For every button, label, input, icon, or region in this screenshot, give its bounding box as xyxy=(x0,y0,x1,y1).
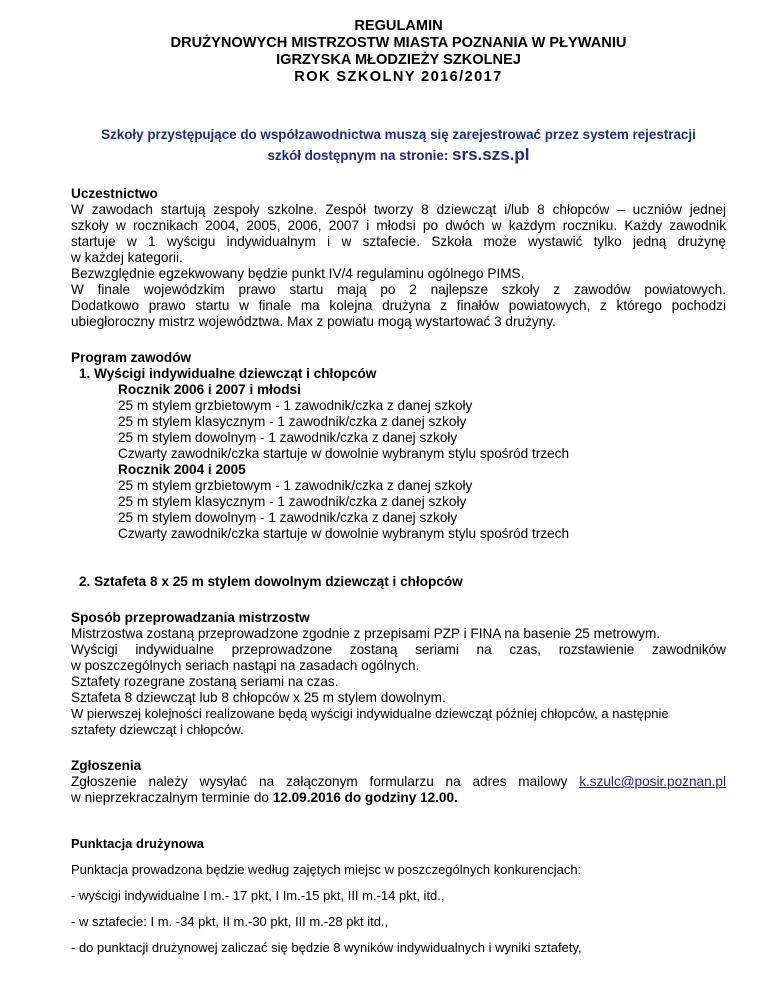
notice-line-2-text: szkół dostępnym na stronie: xyxy=(267,148,453,163)
group-1-line-3: 25 m stylem dowolnym - 1 zawodnik/czka z danej szkoły xyxy=(118,430,458,445)
uczestnictwo-heading: Uczestnictwo xyxy=(71,186,158,201)
punktacja-line-4: - do punktacji drużynowej zaliczać się będzie 8 wyników indywidualnych i wyniki sztafety, xyxy=(71,940,582,955)
notice-line-2 xyxy=(71,145,726,166)
program-heading: Program zawodów xyxy=(71,350,192,365)
zgloszenia-deadline-prefix: w nieprzekraczalnym terminie do xyxy=(71,790,273,805)
sposob-line-4: Sztafety rozegrane zostaną seriami na czas. xyxy=(71,674,339,689)
title-line-2: DRUŻYNOWYCH MISTRZOSTW MIASTA POZNANIA W PŁYWANIU xyxy=(170,35,627,51)
uczestnictwo-line-4: w każdej kategorii. xyxy=(71,250,183,265)
group-2-line-2: 25 m stylem klasycznym - 1 zawodnik/czka z danej szkoły xyxy=(118,494,467,509)
group-2-line-1: 25 m stylem grzbietowym - 1 zawodnik/czka z danej szkoły xyxy=(118,478,473,493)
sposob-heading: Sposób przeprowadzania mistrzostw xyxy=(71,610,310,625)
section-uczestnictwo xyxy=(71,186,726,330)
group-2-title: Rocznik 2004 i 2005 xyxy=(118,462,246,477)
group-1-line-1: 25 m stylem grzbietowym - 1 zawodnik/czka z danej szkoły xyxy=(118,398,473,413)
uczestnictwo-line-8: ubiegłoroczny mistrz województwa. Max z powiatu mogą wystartować 3 drużyny. xyxy=(71,314,556,329)
sposob-line-7: sztafety dziewcząt i chłopców. xyxy=(71,722,244,737)
title-line-4: ROK SZKOLNY 2016/2017 xyxy=(294,69,503,85)
uczestnictwo-line-1: W zawodach startują zespoły szkolne. Zespół tworzy 8 dziewcząt i/lub 8 chłopców – uczniów jednej xyxy=(71,202,726,217)
zgloszenia-heading: Zgłoszenia xyxy=(71,758,142,773)
document-title xyxy=(71,18,726,86)
uczestnictwo-line-7: Dodatkowo prawo startu w finale ma kolejna drużyna z finałów powiatowych, z którego pochodzi xyxy=(71,298,726,313)
title-line-3: IGRZYSKA MŁODZIEŻY SZKOLNEJ xyxy=(276,52,521,68)
punktacja-line-2: - wyścigi indywidualne I m.- 17 pkt, I Im.-15 pkt, III m.-14 pkt, itd., xyxy=(71,888,445,903)
punktacja-line-3: - w sztafecie: I m. -34 pkt, II m.-30 pkt, III m.-28 pkt itd., xyxy=(71,914,389,929)
zgloszenia-line-1 xyxy=(71,774,726,790)
sposob-line-3: w poszczególnych seriach nastąpi na zasadach ogólnych. xyxy=(71,658,420,673)
sposob-line-1: Mistrzostwa zostaną przeprowadzone zgodnie z przepisami PZP i FINA na basenie 25 metrowym. xyxy=(71,626,661,641)
group-1-line-4: Czwarty zawodnik/czka startuje w dowolnie wybranym stylu spośród trzech xyxy=(118,446,570,461)
group-2-line-3: 25 m stylem dowolnym - 1 zawodnik/czka z danej szkoły xyxy=(118,510,458,525)
sposob-line-2: Wyścigi indywidualne przeprowadzone zostaną seriami na czas, rozstawienie zawodników xyxy=(71,642,726,657)
notice-line-1: Szkoły przystępujące do współzawodnictwa muszą się zarejestrować przez system rejestracji xyxy=(101,127,696,142)
uczestnictwo-line-3: startuje w 1 wyścigu indywidualnym i w sztafecie. Szkoła może wystawić tylko jedną drużynę xyxy=(71,234,726,249)
group-2-line-4: Czwarty zawodnik/czka startuje w dowolnie wybranym stylu spośród trzech xyxy=(118,526,570,541)
group-1-title: Rocznik 2006 i 2007 i młodsi xyxy=(118,382,301,397)
zgloszenia-text: Zgłoszenie należy wysyłać na załączonym formularzu na adres mailowy xyxy=(71,774,580,789)
program-group-1 xyxy=(118,382,726,542)
uczestnictwo-line-2: szkoły w rocznikach 2004, 2005, 2006, 2007 i młodsi po dwóch w każdym roczniku. Każdy zawodnik xyxy=(71,218,726,233)
section-program xyxy=(71,350,726,590)
section-sposob xyxy=(71,610,726,738)
zgloszenia-deadline: 12.09.2016 do godziny 12.00. xyxy=(272,790,458,805)
sposob-line-5: Sztafeta 8 dziewcząt lub 8 chłopców x 25 m stylem dowolnym. xyxy=(71,690,446,705)
registration-notice xyxy=(71,125,726,166)
section-zgloszenia xyxy=(71,758,726,806)
punktacja-heading: Punktacja drużynowa xyxy=(71,836,204,851)
zgloszenia-line-2 xyxy=(71,790,726,806)
email-link[interactable]: k.szulc@posir.poznan.pl xyxy=(579,774,726,789)
program-item-2: 2. Sztafeta 8 x 25 m stylem dowolnym dziewcząt i chłopców xyxy=(79,574,463,589)
uczestnictwo-line-6: W finale wojewódzkim prawo startu mają po 2 najlepsze szkoły z zawodów powiatowych. xyxy=(71,282,726,297)
group-1-line-2: 25 m stylem klasycznym - 1 zawodnik/czka z danej szkoły xyxy=(118,414,467,429)
section-punktacja xyxy=(71,836,726,956)
title-line-1: REGULAMIN xyxy=(354,18,443,34)
sposob-line-6: W pierwszej kolejności realizowane będą wyścigi indywidualne dziewcząt później chłopców, a następnie xyxy=(71,706,669,721)
uczestnictwo-line-5: Bezwzględnie egzekwowany będzie punkt IV/4 regulaminu ogólnego PIMS. xyxy=(71,266,525,281)
program-item-1: 1. Wyścigi indywidualne dziewcząt i chłopców xyxy=(79,366,377,381)
registration-site-link[interactable]: srs.szs.pl xyxy=(452,145,530,164)
punktacja-line-1: Punktacja prowadzona będzie według zajętych miejsc w poszczególnych konkurencjach: xyxy=(71,862,582,877)
